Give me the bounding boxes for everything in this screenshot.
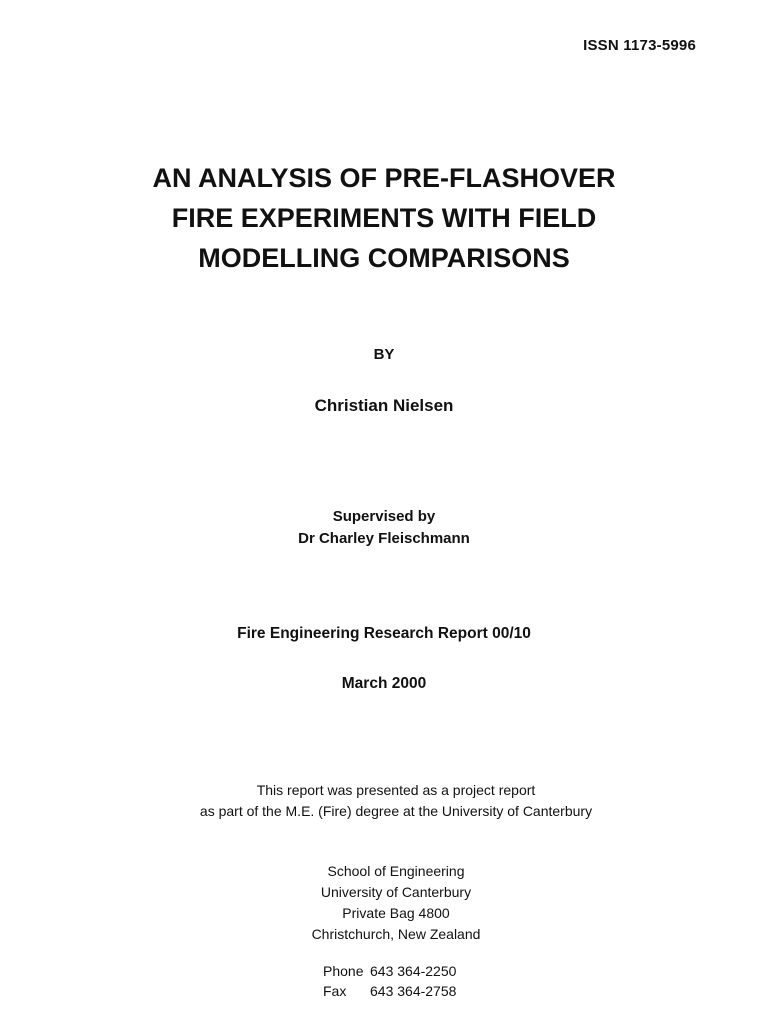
title-line: AN ANALYSIS OF PRE-FLASHOVER: [152, 163, 616, 193]
author-name: Christian Nielsen: [314, 396, 454, 415]
fax-label: Fax: [323, 983, 347, 999]
phone-row: [323, 961, 456, 981]
address-line: School of Engineering: [327, 863, 465, 879]
report-title: [60, 158, 708, 278]
title-line: FIRE EXPERIMENTS WITH FIELD: [171, 203, 597, 233]
by-label: BY: [373, 346, 395, 363]
report-date: March 2000: [341, 675, 427, 692]
fax-number: 643 364-2758: [370, 983, 457, 999]
supervisor-name: Dr Charley Fleischmann: [298, 530, 470, 547]
phone-number: 643 364-2250: [370, 963, 457, 979]
project-note: [0, 780, 768, 822]
address-line: Christchurch, New Zealand: [311, 926, 481, 942]
address-line: Private Bag 4800: [342, 905, 450, 921]
supervised-by-label: Supervised by: [332, 508, 436, 525]
institution-address: [0, 861, 768, 945]
fax-row: [323, 981, 456, 1001]
note-line: as part of the M.E. (Fire) degree at the University of Canterbury: [199, 803, 593, 819]
note-line: This report was presented as a project report: [256, 782, 536, 798]
issn-number: ISSN 1173-5996: [583, 37, 696, 54]
supervisor-block: [0, 506, 768, 550]
report-number: Fire Engineering Research Report 00/10: [237, 625, 531, 642]
title-line: MODELLING COMPARISONS: [198, 243, 570, 273]
address-line: University of Canterbury: [320, 884, 472, 900]
contact-details: [323, 961, 456, 1001]
phone-label: Phone: [323, 963, 364, 979]
